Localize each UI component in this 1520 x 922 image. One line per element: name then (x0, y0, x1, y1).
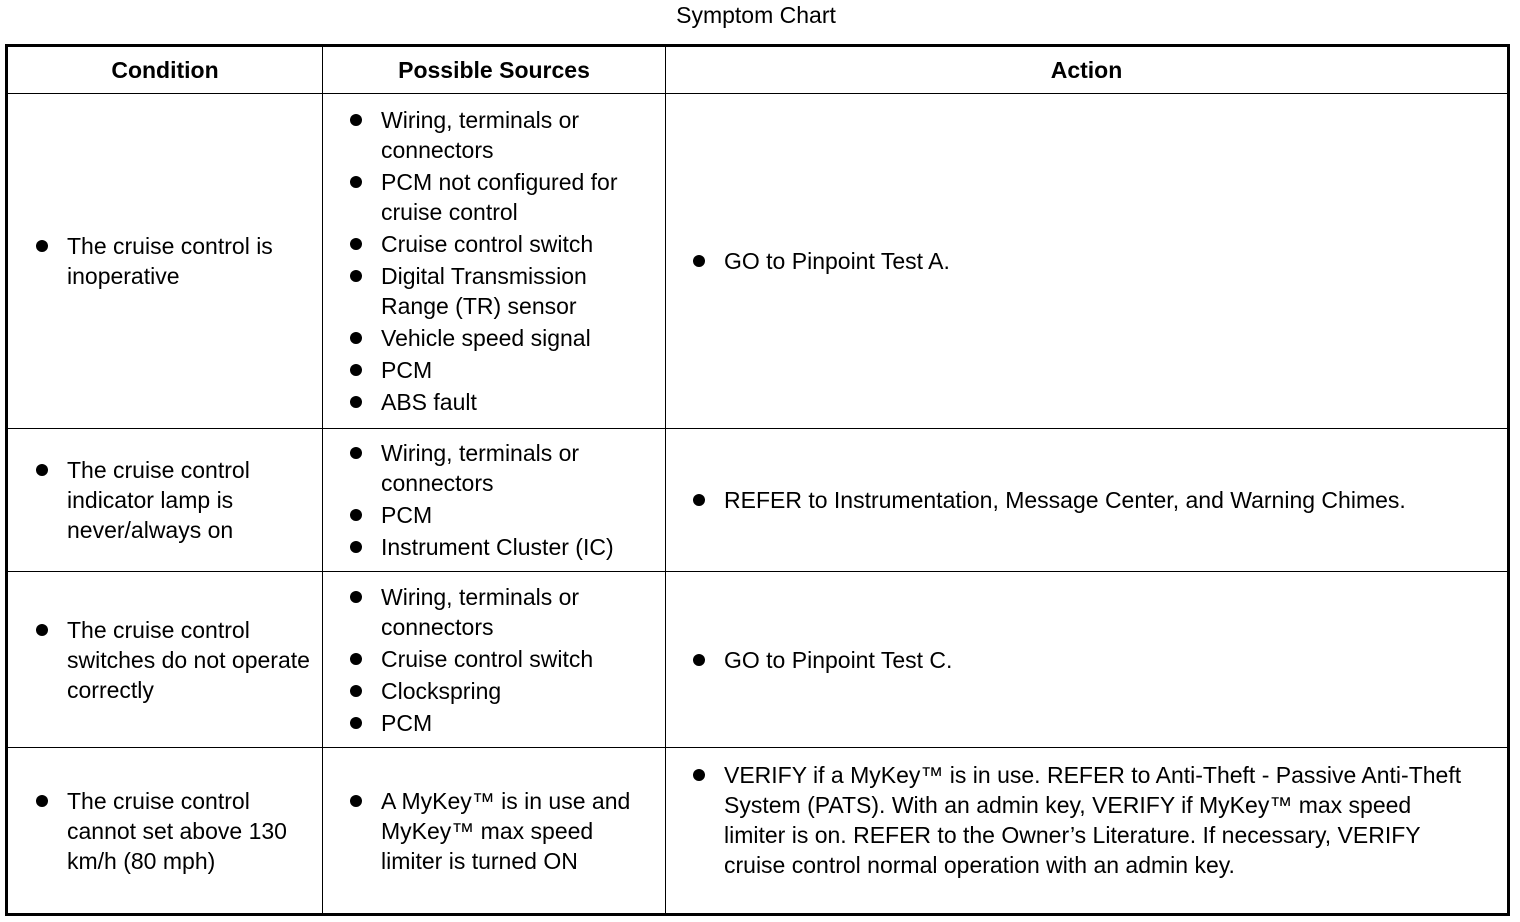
table-row (7, 748, 1509, 915)
sources-cell (323, 429, 666, 572)
chart-title: Symptom Chart (676, 2, 836, 28)
action-cell (666, 429, 1509, 572)
action-text: GO to Pinpoint Test A. (666, 246, 1507, 276)
source-item: Wiring, terminals or connectors (323, 582, 665, 642)
source-item: ABS fault (323, 387, 665, 417)
source-item: PCM not configured for cruise control (323, 167, 665, 227)
header-action: Action (666, 46, 1509, 94)
action-cell (666, 94, 1509, 429)
table-row (7, 572, 1509, 748)
condition-text: The cruise control is inoperative (8, 231, 322, 291)
condition-cell (7, 748, 323, 915)
action-text: VERIFY if a MyKey™ is in use. REFER to Anti-Theft - Passive Anti-Theft System (PATS). With an admin key, VERIFY if MyKey™ max speed limiter is on. REFER to the Owner’s Literature. If necessary, VERIFY cruise control normal operation with an admin key. (666, 760, 1507, 880)
source-item: A MyKey™ is in use and MyKey™ max speed limiter is turned ON (323, 786, 665, 876)
table-row (7, 94, 1509, 429)
source-item: PCM (323, 355, 665, 385)
sources-cell (323, 572, 666, 748)
sources-cell (323, 748, 666, 915)
source-item: Wiring, terminals or connectors (323, 438, 665, 498)
action-text: GO to Pinpoint Test C. (666, 645, 1507, 675)
source-item: PCM (323, 708, 665, 738)
condition-text: The cruise control cannot set above 130 km/h (80 mph) (8, 786, 322, 876)
condition-cell (7, 94, 323, 429)
source-item: Wiring, terminals or connectors (323, 105, 665, 165)
sources-cell (323, 94, 666, 429)
source-item: Vehicle speed signal (323, 323, 665, 353)
source-item: Cruise control switch (323, 229, 665, 259)
source-item: PCM (323, 500, 665, 530)
header-possible-sources: Possible Sources (323, 46, 666, 94)
action-text: REFER to Instrumentation, Message Center, and Warning Chimes. (666, 485, 1507, 515)
source-item: Cruise control switch (323, 644, 665, 674)
table-row (7, 429, 1509, 572)
header-row (7, 46, 1509, 94)
header-condition: Condition (7, 46, 323, 94)
source-item: Instrument Cluster (IC) (323, 532, 665, 562)
source-item: Clockspring (323, 676, 665, 706)
condition-cell (7, 572, 323, 748)
condition-text: The cruise control switches do not operate correctly (8, 615, 322, 705)
condition-text: The cruise control indicator lamp is never/always on (8, 455, 322, 545)
action-cell (666, 572, 1509, 748)
condition-cell (7, 429, 323, 572)
source-item: Digital Transmission Range (TR) sensor (323, 261, 665, 321)
action-cell (666, 748, 1509, 915)
symptom-chart-table (5, 44, 1510, 916)
